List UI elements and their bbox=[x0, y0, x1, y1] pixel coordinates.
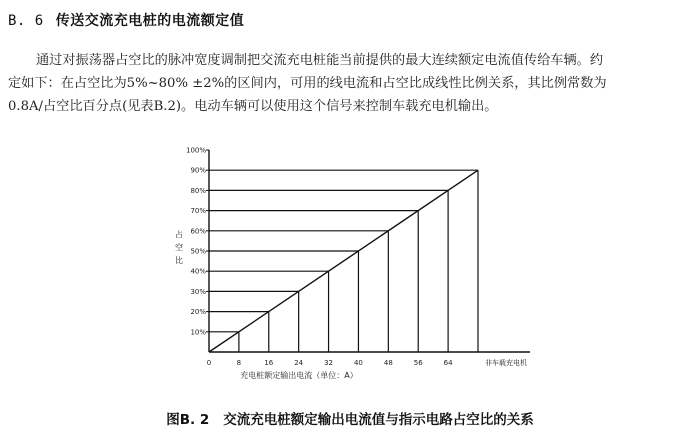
x-tick-label-7: 56 bbox=[413, 359, 423, 367]
x-tick-label-3: 24 bbox=[294, 359, 304, 367]
y-tick-label-4: 40% bbox=[190, 267, 206, 276]
figure-number: 图B. 2 bbox=[166, 412, 210, 428]
x-tick-label-5: 40 bbox=[353, 359, 363, 367]
x-tick-label-last: 非车载充电机 bbox=[485, 359, 527, 367]
y-axis-label-char: 占 bbox=[175, 230, 183, 239]
y-tick-label-9: 90% bbox=[190, 166, 206, 175]
x-tick-label-4: 32 bbox=[324, 359, 334, 367]
y-axis-label bbox=[175, 229, 183, 265]
series-line bbox=[209, 170, 478, 352]
y-tick-label-2: 20% bbox=[190, 308, 206, 317]
x-tick-label-8: 64 bbox=[443, 359, 453, 367]
section-title: 传送交流充电桩的电流额定值 bbox=[55, 13, 245, 29]
y-tick-label-10: 100% bbox=[185, 146, 206, 155]
x-tick-label-6: 48 bbox=[383, 359, 393, 367]
paragraph-line-2: 定如下：在占空比为5%~80% ±2%的区间内，可用的线电流和占空比成线性比例关系，其比例常数为 bbox=[8, 76, 607, 91]
x-axis-label: 充电桩额定输出电流（单位：A） bbox=[240, 371, 358, 380]
figure-caption-text: 交流充电桩额定输出电流值与指示电路占空比的关系 bbox=[223, 412, 534, 428]
y-tick-label-3: 30% bbox=[190, 287, 206, 296]
x-tick-label-0: 0 bbox=[206, 359, 212, 367]
x-tick-label-2: 16 bbox=[264, 359, 274, 367]
y-tick-label-6: 60% bbox=[190, 227, 206, 236]
y-tick-label-7: 70% bbox=[190, 207, 206, 216]
y-axis-label-char: 空 bbox=[175, 243, 183, 252]
y-axis-label-char: 比 bbox=[175, 256, 183, 265]
paragraph-line-1: 通过对振荡器占空比的脉冲宽度调制把交流充电桩能当前提供的最大连续额定电流值传给车辆。约 bbox=[36, 53, 604, 68]
figure-caption bbox=[0, 408, 700, 428]
paragraph-line-3: 0.8A/占空比百分点(见表B.2)。电动车辆可以使用这个信号来控制车载充电机输出。 bbox=[8, 99, 498, 114]
x-tick-label-1: 8 bbox=[236, 359, 242, 367]
y-tick-label-8: 80% bbox=[190, 186, 206, 195]
y-tick-label-1: 10% bbox=[190, 328, 206, 337]
y-tick-label-5: 50% bbox=[190, 247, 206, 256]
section-number: B. 6 bbox=[8, 13, 44, 29]
